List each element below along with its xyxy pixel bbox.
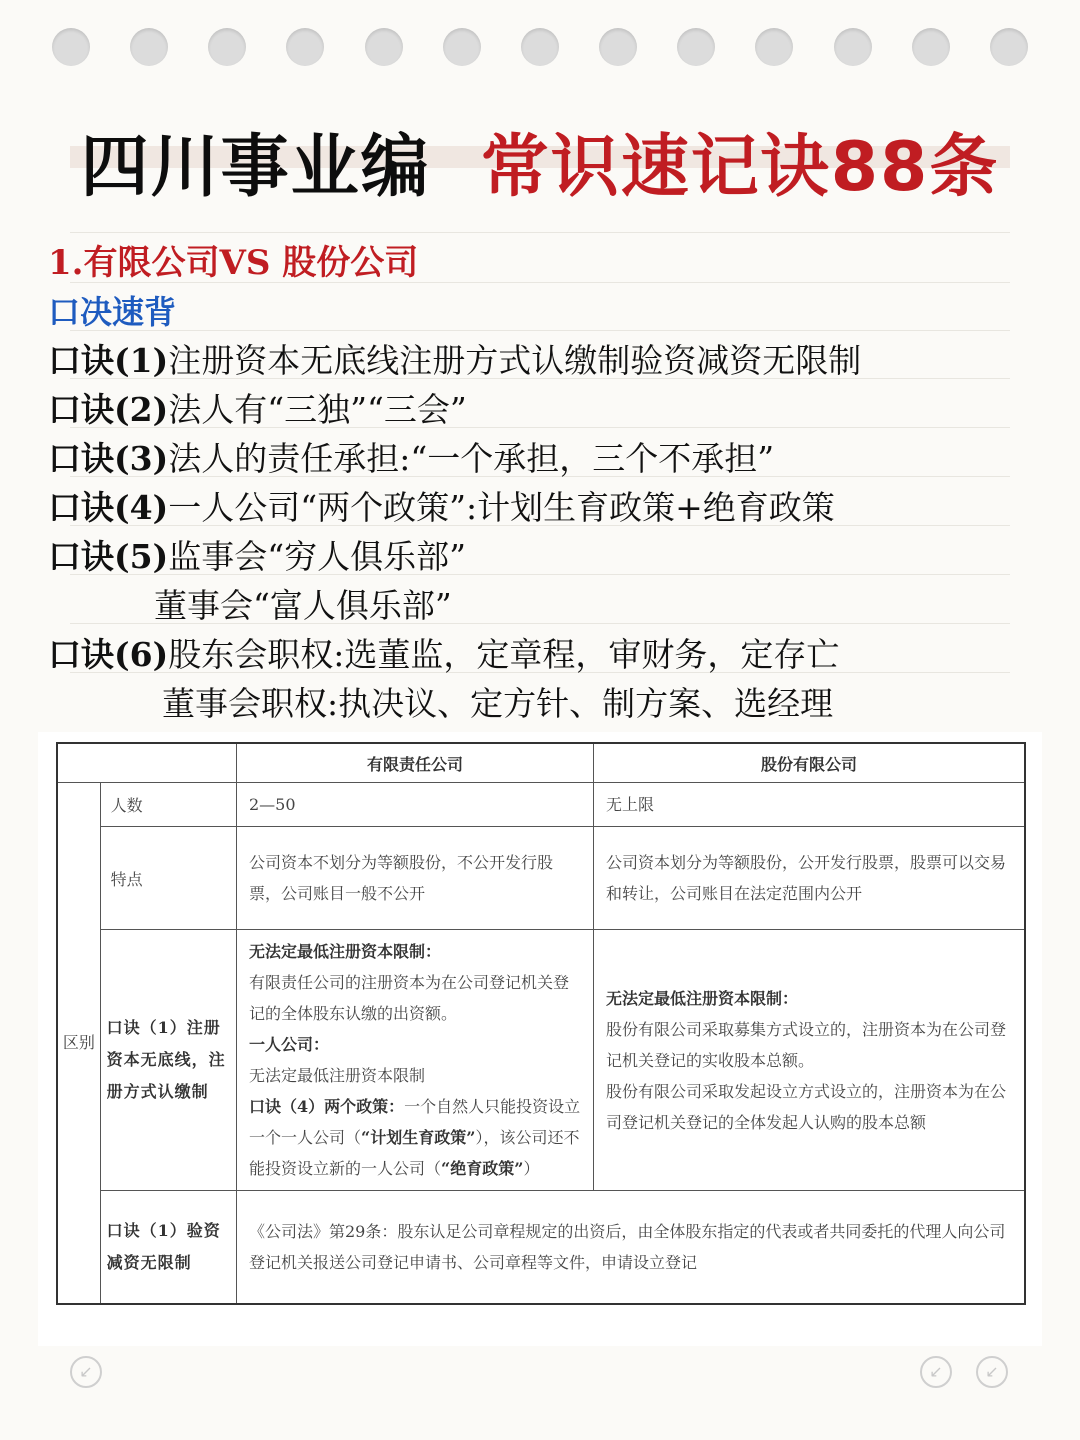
comparison-table [56, 742, 1026, 1305]
binder-hole [755, 28, 793, 66]
cell-share: 无上限 [594, 783, 1026, 827]
section-subtitle: 口决速背 [48, 293, 177, 331]
rhyme-line [48, 532, 1028, 581]
row-label: 口诀（1）验资减资无限制 [100, 1191, 236, 1305]
cell-heading: 无法定最低注册资本限制： [606, 988, 799, 1008]
binder-hole [286, 28, 324, 66]
cell-heading: 无法定最低注册资本限制： [249, 942, 442, 961]
page-title [0, 118, 1080, 218]
cell-emphasis: “计划生育政策” [361, 1128, 476, 1147]
rhyme-key: 口诀(2) [48, 390, 169, 429]
binder-hole [208, 28, 246, 66]
cell-merged: 《公司法》第29条：股东认足公司章程规定的出资后，由全体股东指定的代表或者共同委托的代理人向公司登记机关报送公司登记申请书、公司章程等文件，申请设立登记 [237, 1191, 1026, 1305]
rhyme-key: 口诀(6) [48, 635, 169, 674]
table-row [57, 783, 1025, 827]
title-black: 四川事业编 [80, 128, 431, 207]
comparison-table-card [38, 732, 1042, 1346]
cell-emphasis: “绝育政策” [441, 1159, 524, 1178]
table-row [57, 827, 1025, 930]
rhyme-key: 口诀(3) [48, 439, 169, 478]
rhyme-text: 法人有“三独”“三会” [168, 390, 467, 429]
cell-heading: 一人公司： [249, 1035, 330, 1054]
binder-hole [52, 28, 90, 66]
row-label: 口诀（1）注册资本无底线，注册方式认缴制 [100, 930, 236, 1191]
cell-limited [237, 930, 594, 1191]
cell-text: 股份有限公司采取发起设立方式设立的，注册资本为在公司登记机关登记的全体发起人认购的股本总额 [606, 1081, 1007, 1132]
binder-hole [443, 28, 481, 66]
group-label: 区别 [57, 783, 100, 1305]
cell-text: 一个自然人只能投资设立一个一人公司（ [249, 1097, 581, 1147]
arrow-circle-icon: ↙ [70, 1356, 102, 1388]
rhyme-line [48, 679, 1028, 728]
cell-heading: 口诀（4）两个政策： [249, 1097, 405, 1116]
rhyme-text: 法人的责任承担:“一个承担，三个不承担” [168, 439, 775, 478]
rhyme-text: 一人公司“两个政策”:计划生育政策+绝育政策 [168, 488, 835, 527]
cell-share: 公司资本划分为等额股份，公开发行股票，股票可以交易和转让，公司账目在法定范围内公开 [594, 827, 1026, 930]
table-row [57, 1191, 1025, 1305]
rhyme-line [48, 385, 1028, 434]
binder-hole [130, 28, 168, 66]
rhyme-key: 口诀(4) [48, 488, 169, 527]
table-row [57, 930, 1025, 1191]
rhyme-text: 监事会“穷人俱乐部” [168, 537, 466, 576]
cell-text: 有限责任公司的注册资本为在公司登记机关登记的全体股东认缴的出资额。 [249, 973, 570, 1023]
rhyme-line [48, 630, 1028, 679]
cell-text: ），该公司还不能投资设立新的一人公司（ [249, 1128, 580, 1178]
arrow-circle-icon: ↙ [920, 1356, 952, 1388]
header-limited-company: 有限责任公司 [237, 743, 594, 783]
bottom-icon-bar [70, 1356, 1010, 1386]
binder-hole [912, 28, 950, 66]
binder-holes [52, 28, 1028, 66]
cell-text: 无法定最低注册资本限制 [249, 1066, 426, 1085]
rhyme-section [48, 238, 1028, 728]
arrow-circle-icon: ↙ [976, 1356, 1008, 1388]
binder-hole [365, 28, 403, 66]
table-header-row [57, 743, 1025, 783]
binder-hole [521, 28, 559, 66]
binder-hole [677, 28, 715, 66]
row-label: 特点 [100, 827, 236, 930]
cell-text: ） [523, 1159, 540, 1178]
rhyme-key: 口诀(1) [48, 341, 169, 380]
rhyme-line [48, 483, 1028, 532]
cell-share [594, 930, 1026, 1191]
rhyme-text: 董事会职权:执决议、定方针、制方案、选经理 [162, 684, 834, 723]
header-share-company: 股份有限公司 [594, 743, 1026, 783]
ruled-line [70, 232, 1010, 233]
rhyme-line [48, 434, 1028, 483]
rhyme-line [48, 581, 1028, 630]
binder-hole [599, 28, 637, 66]
rhyme-text: 董事会“富人俱乐部” [154, 586, 452, 625]
section-title: 1.有限公司VS 股份公司 [48, 243, 419, 283]
cell-limited: 2—50 [237, 783, 594, 827]
binder-hole [834, 28, 872, 66]
rhyme-line [48, 336, 1028, 385]
cell-limited: 公司资本不划分为等额股份，不公开发行股票，公司账目一般不公开 [237, 827, 594, 930]
binder-hole [990, 28, 1028, 66]
rhyme-key: 口诀(5) [48, 537, 169, 576]
cell-text: 股份有限公司采取募集方式设立的，注册资本为在公司登记机关登记的实收股本总额。 [606, 1019, 1007, 1070]
title-red: 常识速记诀88条 [480, 128, 1000, 207]
row-label: 人数 [100, 783, 236, 827]
rhyme-text: 股东会职权:选董监，定章程，审财务，定存亡 [168, 635, 840, 674]
table-corner-cell [57, 743, 237, 783]
rhyme-text: 注册资本无底线注册方式认缴制验资减资无限制 [168, 341, 862, 380]
